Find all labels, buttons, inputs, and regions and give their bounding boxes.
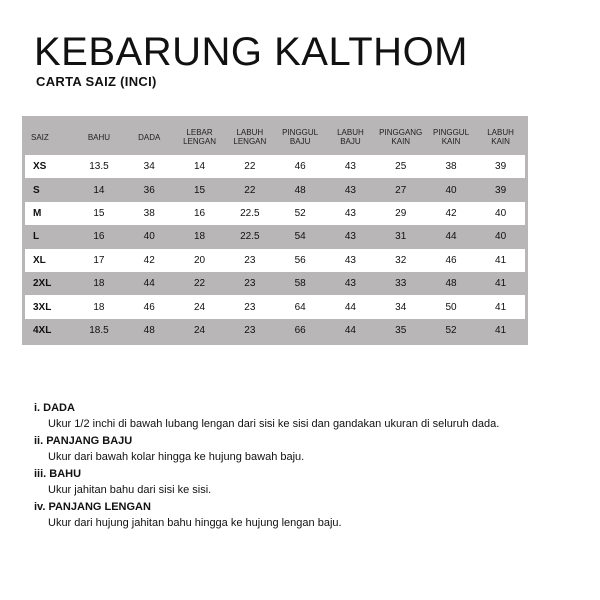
measurement-cell: 34 bbox=[143, 161, 155, 173]
measurement-cell: 54 bbox=[275, 225, 325, 248]
header-saiz: SAIZ bbox=[24, 118, 74, 156]
measurement-cell: 48 bbox=[124, 319, 174, 344]
note-text: Ukur jahitan bahu dari sisi ke sisi. bbox=[48, 484, 212, 496]
measurement-cell: 44 bbox=[124, 272, 174, 295]
measurement-cell: 43 bbox=[344, 161, 356, 173]
note-text: Ukur dari bawah kolar hingga ke hujung bawah baju. bbox=[48, 451, 305, 463]
size-label-cell: M bbox=[33, 207, 42, 219]
header-pinggang-kain: PINGGANG KAIN bbox=[376, 118, 426, 156]
measurement-cell: 44 bbox=[426, 225, 476, 248]
measurement-cell: 46 bbox=[445, 254, 457, 266]
table-row bbox=[24, 249, 527, 272]
header-labuh-lengan: LABUH LENGAN bbox=[225, 118, 275, 156]
measurement-cell: 48 bbox=[426, 272, 476, 295]
size-label-cell: 3XL bbox=[33, 301, 52, 313]
measurement-cell: 31 bbox=[376, 225, 426, 248]
size-label-cell: XL bbox=[33, 254, 46, 266]
measurement-cell: 20 bbox=[193, 254, 206, 266]
measurement-cell: 27 bbox=[376, 178, 426, 201]
note-text: Ukur dari hujung jahitan bahu hingga ke hujung lengan baju. bbox=[48, 517, 342, 529]
measurement-cell: 14 bbox=[193, 161, 206, 173]
table-row bbox=[24, 225, 527, 248]
measurement-cell: 33 bbox=[376, 272, 426, 295]
measurement-cell: 48 bbox=[275, 178, 325, 201]
size-label-cell: XS bbox=[33, 161, 47, 173]
measurement-cell: 14 bbox=[74, 178, 124, 201]
measurement-cell: 41 bbox=[495, 301, 507, 313]
measurement-cell: 16 bbox=[74, 225, 124, 248]
measurement-cell: 52 bbox=[294, 207, 306, 219]
measurement-cell: 40 bbox=[124, 225, 174, 248]
header-pinggul-kain: PINGGUL KAIN bbox=[426, 118, 476, 156]
measurement-notes bbox=[34, 400, 584, 532]
header-dada: DADA bbox=[124, 118, 174, 156]
table-row bbox=[24, 272, 527, 295]
measurement-cell: 16 bbox=[193, 207, 206, 219]
measurement-cell: 43 bbox=[344, 254, 356, 266]
header-labuh-baju: LABUH BAJU bbox=[325, 118, 375, 156]
header-bahu: BAHU bbox=[74, 118, 124, 156]
size-label-cell: L bbox=[24, 225, 74, 248]
measurement-cell: 42 bbox=[143, 254, 155, 266]
measurement-cell: 46 bbox=[143, 301, 155, 313]
measurement-cell: 43 bbox=[325, 225, 375, 248]
note-heading: iv. PANJANG LENGAN bbox=[34, 501, 151, 513]
measurement-cell: 24 bbox=[193, 301, 206, 313]
measurement-cell: 32 bbox=[395, 254, 407, 266]
measurement-cell: 34 bbox=[395, 301, 407, 313]
note-heading: ii. PANJANG BAJU bbox=[34, 435, 133, 447]
table-row bbox=[24, 319, 527, 344]
measurement-cell: 46 bbox=[294, 161, 306, 173]
header-pinggul-baju: PINGGUL BAJU bbox=[275, 118, 325, 156]
measurement-cell: 25 bbox=[395, 161, 407, 173]
measurement-cell: 41 bbox=[495, 254, 507, 266]
note-text: Ukur 1/2 inchi di bawah lubang lengan dari sisi ke sisi dan gandakan ukuran di seluruh dada. bbox=[48, 418, 500, 430]
measurement-cell: 15 bbox=[93, 207, 105, 219]
measurement-cell: 38 bbox=[143, 207, 155, 219]
measurement-cell: 36 bbox=[124, 178, 174, 201]
measurement-cell: 18 bbox=[174, 225, 224, 248]
measurement-cell: 38 bbox=[445, 161, 457, 173]
measurement-cell: 43 bbox=[344, 207, 356, 219]
note-heading: iii. BAHU bbox=[34, 468, 82, 480]
table-body bbox=[24, 155, 527, 344]
measurement-cell: 29 bbox=[395, 207, 407, 219]
measurement-cell: 42 bbox=[445, 207, 457, 219]
measurement-cell: 23 bbox=[244, 254, 256, 266]
measurement-cell: 18 bbox=[93, 301, 105, 313]
page-title: KEBARUNG KALTHOM bbox=[34, 30, 468, 74]
header-lebar-lengan: LEBAR LENGAN bbox=[174, 118, 224, 156]
measurement-cell: 22.5 bbox=[240, 207, 260, 219]
size-label-cell: 4XL bbox=[24, 319, 74, 344]
measurement-cell: 22.5 bbox=[225, 225, 275, 248]
table-row bbox=[24, 202, 527, 225]
measurement-cell: 44 bbox=[344, 301, 356, 313]
measurement-cell: 40 bbox=[495, 207, 507, 219]
size-label-cell: S bbox=[24, 178, 74, 201]
measurement-cell: 39 bbox=[476, 178, 526, 201]
measurement-cell: 22 bbox=[225, 178, 275, 201]
measurement-cell: 41 bbox=[476, 319, 526, 344]
measurement-cell: 13.5 bbox=[89, 161, 109, 173]
table-header-row bbox=[24, 118, 527, 156]
page-subtitle: CARTA SAIZ (INCI) bbox=[36, 74, 157, 89]
note-item bbox=[34, 466, 584, 498]
measurement-cell: 56 bbox=[294, 254, 306, 266]
measurement-cell: 40 bbox=[426, 178, 476, 201]
table-row bbox=[24, 295, 527, 318]
measurement-cell: 35 bbox=[376, 319, 426, 344]
measurement-cell: 23 bbox=[225, 319, 275, 344]
measurement-cell: 18 bbox=[74, 272, 124, 295]
table-row bbox=[24, 178, 527, 201]
note-item bbox=[34, 499, 584, 531]
measurement-cell: 43 bbox=[325, 178, 375, 201]
measurement-cell: 22 bbox=[174, 272, 224, 295]
note-item bbox=[34, 433, 584, 465]
measurement-cell: 43 bbox=[325, 272, 375, 295]
table-row bbox=[24, 155, 527, 178]
measurement-cell: 58 bbox=[275, 272, 325, 295]
measurement-cell: 50 bbox=[445, 301, 457, 313]
header-labuh-kain: LABUH KAIN bbox=[476, 118, 526, 156]
measurement-cell: 18.5 bbox=[74, 319, 124, 344]
measurement-cell: 66 bbox=[275, 319, 325, 344]
measurement-cell: 23 bbox=[244, 301, 256, 313]
measurement-cell: 22 bbox=[244, 161, 256, 173]
size-label-cell: 2XL bbox=[24, 272, 74, 295]
note-heading: i. DADA bbox=[34, 402, 75, 414]
measurement-cell: 23 bbox=[225, 272, 275, 295]
measurement-cell: 64 bbox=[294, 301, 306, 313]
measurement-cell: 52 bbox=[426, 319, 476, 344]
note-item bbox=[34, 400, 584, 432]
size-chart-table bbox=[22, 116, 528, 345]
measurement-cell: 39 bbox=[495, 161, 507, 173]
measurement-cell: 15 bbox=[174, 178, 224, 201]
measurement-cell: 41 bbox=[476, 272, 526, 295]
measurement-cell: 17 bbox=[93, 254, 105, 266]
measurement-cell: 44 bbox=[325, 319, 375, 344]
measurement-cell: 24 bbox=[174, 319, 224, 344]
measurement-cell: 40 bbox=[476, 225, 526, 248]
